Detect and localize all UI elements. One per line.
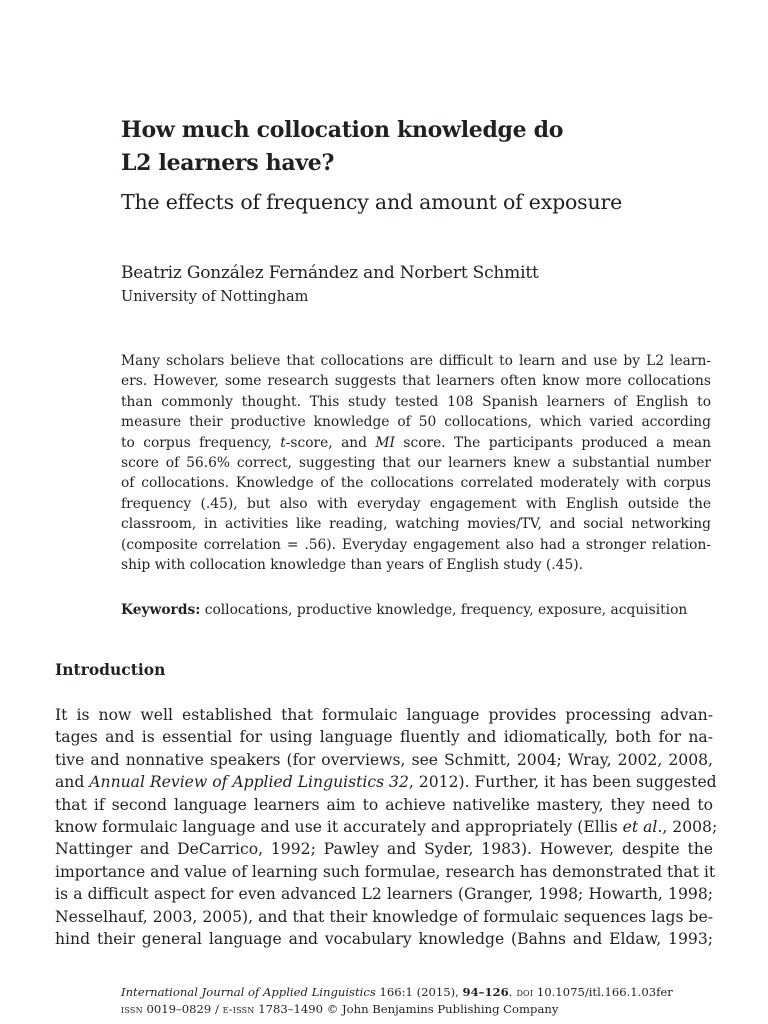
body-line — [55, 816, 718, 838]
citation-footer — [121, 984, 741, 1018]
introduction-body — [55, 704, 718, 950]
author-affiliation: University of Nottingham — [121, 289, 309, 305]
eissn-value: 1783–1490 © John Benjamins Publishing Company — [254, 1002, 559, 1016]
title-line-1: How much collocation knowledge do — [121, 117, 564, 143]
keywords-label: Keywords: — [121, 602, 201, 618]
issn-value: 0019–0829 / — [142, 1002, 223, 1016]
abstract-text: score. The participants produced a mean — [395, 434, 711, 451]
eissn-label: e-issn — [222, 1002, 255, 1016]
body-line: tages and is essential for using language fluently and idiomatically, both for na- — [55, 728, 713, 747]
abstract-line: than commonly thought. This study tested 108 Spanish learners of English to — [121, 393, 711, 410]
body-text: know formulaic language and use it accurately and appropriately (Ellis — [55, 818, 623, 837]
footer-line-2 — [121, 1001, 741, 1018]
abstract-line: classroom, in activities like reading, watching movies/TV, and social networking — [121, 516, 711, 533]
body-line — [55, 771, 717, 793]
abstract — [121, 351, 711, 575]
page-range: 94–126 — [462, 985, 509, 999]
journal-name: International Journal of Applied Linguistics — [121, 985, 376, 999]
body-line: tive and nonnative speakers (for overviews, see Schmitt, 2004; Wray, 2002, 2008, — [55, 750, 713, 769]
abstract-italic-mi: MI — [375, 434, 395, 451]
abstract-line: Many scholars believe that collocations are difficult to learn and use by L2 learn- — [121, 353, 711, 369]
body-text: , 2012). Further, it has been suggested — [408, 773, 717, 792]
doi-value: 10.1075/itl.166.1.03fer — [533, 985, 673, 999]
abstract-line: ers. However, some research suggests that learners often know more collocations — [121, 373, 711, 390]
abstract-line: score of 56.6% correct, suggesting that our learners knew a substantial number — [121, 455, 711, 472]
body-line: Nesselhauf, 2003, 2005), and that their knowledge of formulaic sequences lags be- — [55, 907, 713, 926]
body-italic-journal: Annual Review of Applied Linguistics 32 — [89, 773, 409, 792]
body-line: that if second language learners aim to achieve nativelike mastery, they need to — [55, 795, 713, 814]
doi-label: . doi — [508, 985, 534, 999]
body-line: importance and value of learning such formulae, research has demonstrated that it — [55, 862, 716, 881]
abstract-line: ship with collocation knowledge than years of English study (.45). — [121, 557, 583, 574]
body-text: ., 2008; — [657, 818, 718, 837]
body-line: It is now well established that formulaic language provides processing advan- — [55, 706, 713, 724]
section-heading-introduction: Introduction — [55, 660, 166, 679]
abstract-line: of collocations. Knowledge of the collocations correlated moderately with corpus — [121, 475, 711, 492]
journal-volume: 166:1 (2015), — [375, 985, 463, 999]
abstract-line: measure their productive knowledge of 50 collocations, which varied according — [121, 414, 711, 431]
body-text: and — [55, 773, 90, 792]
abstract-line: frequency (.45), but also with everyday engagement with English outside the — [121, 495, 711, 512]
article-subtitle: The effects of frequency and amount of exposure — [121, 190, 623, 214]
body-line: Nattinger and DeCarrico, 1992; Pawley and Syder, 1983). However, despite the — [55, 840, 713, 859]
title-line-2: L2 learners have? — [121, 150, 335, 176]
body-italic-etal: et al — [622, 818, 658, 837]
abstract-line: (composite correlation = .56). Everyday engagement also had a stronger relation- — [121, 536, 711, 553]
body-line: is a difficult aspect for even advanced L2 learners (Granger, 1998; Howarth, 1998; — [55, 885, 713, 904]
author-list: Beatriz González Fernández and Norbert Schmitt — [121, 263, 539, 283]
article-title — [121, 114, 681, 180]
abstract-text: -score, and — [285, 434, 376, 451]
body-line: hind their general language and vocabulary knowledge (Bahns and Eldaw, 1993; — [55, 930, 713, 949]
abstract-text: to corpus frequency, — [121, 434, 281, 451]
issn-label: issn — [121, 1002, 143, 1016]
footer-line-1 — [121, 984, 741, 1001]
keywords-text: collocations, productive knowledge, frequency, exposure, acquisition — [200, 602, 688, 618]
abstract-line — [121, 433, 711, 453]
keywords — [121, 599, 721, 621]
abstract-italic-t: t — [280, 434, 286, 451]
